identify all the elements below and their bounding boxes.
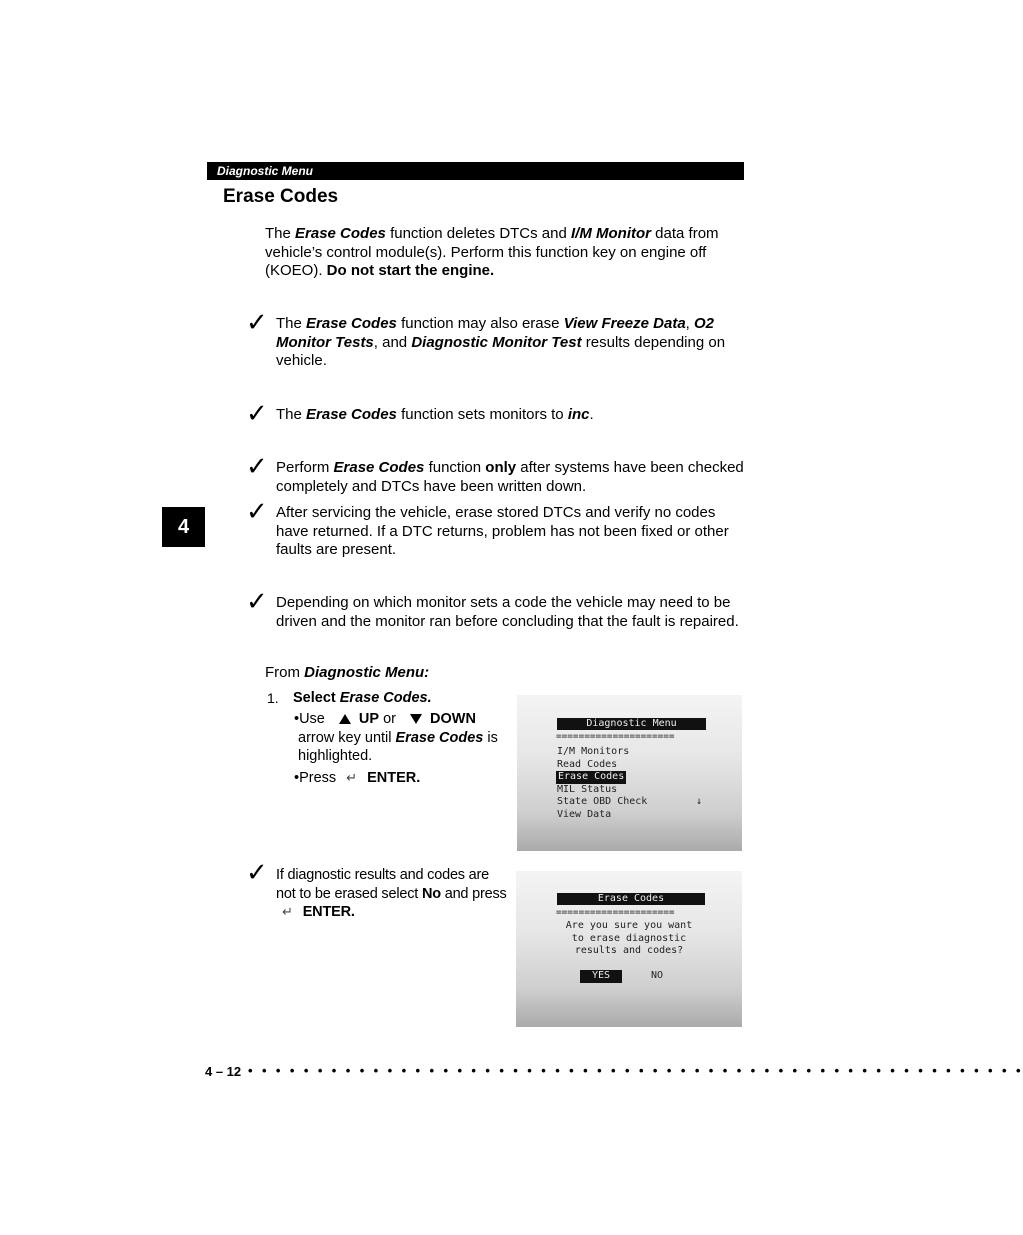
intro-text: The <box>265 225 296 242</box>
note-6 <box>276 866 508 923</box>
up-key-label: UP <box>358 711 380 727</box>
page-number: 4 – 12 <box>205 1064 242 1079</box>
screen-separator: ===================== <box>556 907 675 918</box>
section-header-text: Diagnostic Menu <box>217 164 314 178</box>
screen-title: Erase Codes <box>557 893 705 905</box>
note-term: Erase Codes <box>306 406 397 423</box>
note-text: function may also erase <box>396 315 564 332</box>
checkmark-icon: ✓ <box>246 497 268 527</box>
scan-tool-screen-erase-codes <box>516 871 742 1027</box>
note-term: Erase Codes <box>333 459 425 476</box>
checkmark-icon: ✓ <box>246 399 268 429</box>
chapter-tab: 4 <box>162 507 205 547</box>
note-1 <box>276 315 744 371</box>
note-text: function sets monitors to <box>396 406 568 423</box>
menu-item-state-obd-check: State OBD Check <box>557 796 648 807</box>
note-text: The <box>276 406 307 423</box>
screen-separator: ===================== <box>556 731 675 742</box>
intro-text: function deletes DTCs and <box>385 225 572 242</box>
from-menu-line <box>265 664 565 683</box>
step-1-instructions <box>294 710 509 788</box>
target-term: Erase Codes <box>395 729 484 746</box>
step-term: Erase Codes. <box>339 690 432 706</box>
checkmark-icon: ✓ <box>246 308 268 338</box>
menu-item-im-monitors: I/M Monitors <box>557 746 630 757</box>
is-text: is highlighted. <box>298 729 498 765</box>
note-term: Diagnostic Monitor Test <box>411 333 582 351</box>
up-arrow-icon <box>339 714 351 724</box>
or-text: or <box>379 711 396 727</box>
enter-key-label: ENTER. <box>302 904 355 921</box>
note-text: and press <box>440 885 507 902</box>
screen-title: Diagnostic Menu <box>557 718 706 730</box>
confirm-line-1: Are you sure you want <box>565 920 693 931</box>
note-text: Perform <box>276 459 334 476</box>
note-text: , <box>685 315 695 332</box>
scan-tool-screen-diagnostic-menu <box>517 695 742 851</box>
note-text: After servicing the vehicle, erase stored DTCs and verify no codes have returned. If a DTC returns, problem has not been fixed or other faults are present. <box>276 504 729 559</box>
checkmark-icon: ✓ <box>246 452 268 482</box>
enter-key-icon: ↵ <box>282 905 293 921</box>
use-line <box>294 710 509 729</box>
step-1-heading <box>293 689 513 708</box>
intro-text: data from vehicle’s control module(s). Perform this function key on engine off (KOEO). <box>265 225 719 280</box>
step-text: Select <box>293 690 340 706</box>
step-number: 1. <box>267 690 279 706</box>
checkmark-icon: ✓ <box>246 858 268 888</box>
note-text: results depending on vehicle. <box>276 333 726 370</box>
no-option-screen: NO <box>651 970 664 981</box>
from-menu-name: Diagnostic Menu: <box>304 664 430 681</box>
menu-item-view-data: View Data <box>557 809 612 820</box>
section-header-bar <box>207 162 744 180</box>
intro-paragraph <box>265 225 745 281</box>
checkmark-icon: ✓ <box>246 587 268 617</box>
note-term: Erase Codes <box>306 315 397 332</box>
press-line <box>294 769 509 789</box>
enter-key-label: ENTER. <box>367 769 421 786</box>
note-text: after systems have been checked completely and DTCs have been written down. <box>276 459 744 495</box>
from-text: From <box>265 664 305 681</box>
confirm-line-3: results and codes? <box>574 945 684 956</box>
yes-option: YES <box>580 970 622 983</box>
menu-item-erase-codes: Erase Codes <box>558 771 625 782</box>
note-text: If diagnostic results and codes are not to be erased select <box>276 867 490 902</box>
page-title: Erase Codes <box>223 186 339 207</box>
note-4 <box>276 504 744 560</box>
menu-item-mil-status: MIL Status <box>557 784 618 795</box>
intro-term: Erase Codes <box>295 225 386 242</box>
note-5 <box>276 594 748 631</box>
note-text: function <box>424 459 486 476</box>
down-arrow-icon <box>410 714 422 724</box>
confirm-line-2: to erase diagnostic <box>571 933 687 944</box>
note-text: The <box>276 315 307 332</box>
bullet-use: •Use <box>294 711 325 727</box>
scroll-down-icon: ↓ <box>696 796 703 807</box>
note-term: O2 Monitor Tests <box>276 315 715 351</box>
menu-item-read-codes: Read Codes <box>557 759 618 770</box>
note-text: Depending on which monitor sets a code the vehicle may need to be driven and the monitor ran before concluding that the fault is repaired. <box>276 594 739 630</box>
down-key-label: DOWN <box>430 711 476 727</box>
until-line <box>294 729 509 766</box>
note-3 <box>276 459 744 496</box>
note-term: only <box>485 459 517 476</box>
bullet-press: •Press <box>294 769 337 786</box>
enter-key-icon: ↵ <box>346 770 358 786</box>
intro-term: I/M Monitor <box>571 225 651 242</box>
intro-warning: Do not start the engine. <box>326 262 495 280</box>
footer-dot-leader: • • • • • • • • • • • • • • • • • • • • • • • • • • • • • • • • • • • • • • • • • • • • • • • • • • • • • • • • <box>248 1063 1023 1078</box>
note-text: . <box>589 406 594 423</box>
note-2 <box>276 406 744 425</box>
note-text: , and <box>373 333 412 351</box>
note-term: View Freeze Data <box>563 315 686 332</box>
note-term: inc <box>567 406 590 423</box>
no-option: No <box>421 885 441 902</box>
until-text: arrow key until <box>298 729 396 746</box>
